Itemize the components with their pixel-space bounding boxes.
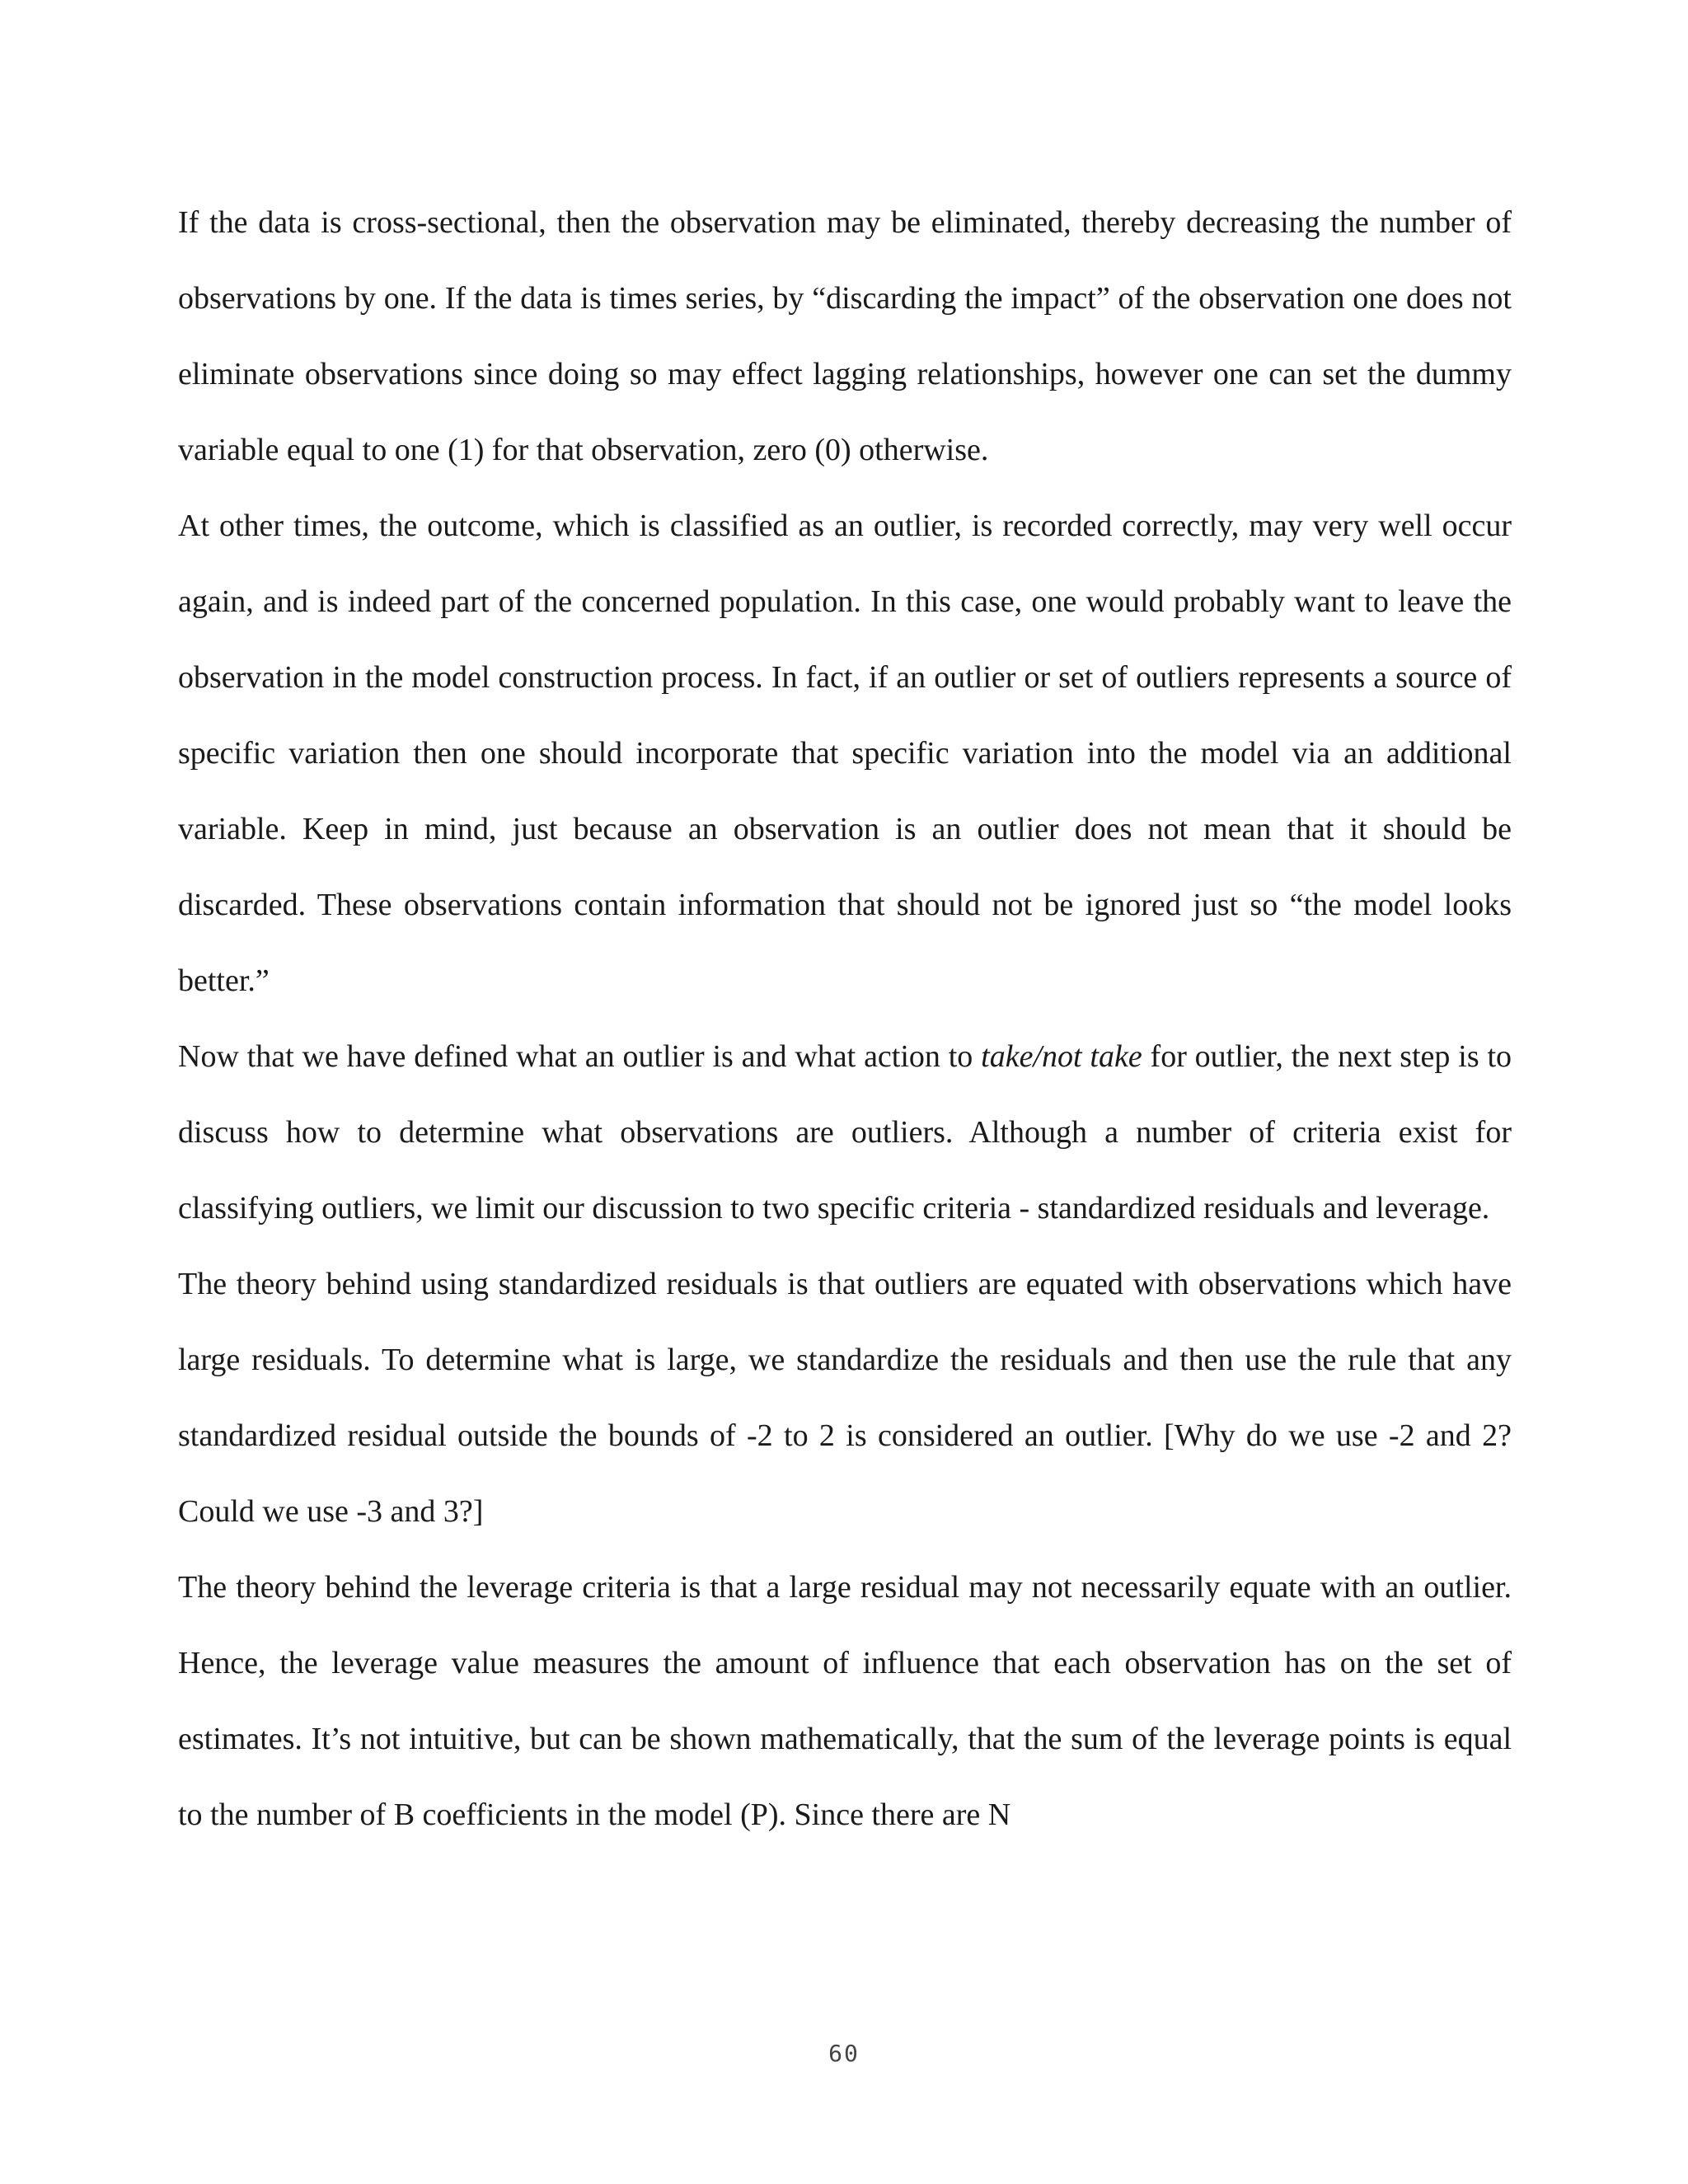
emphasis-take-not-take: take/not take <box>981 1039 1142 1074</box>
paragraph-determine-outliers <box>178 1019 1512 1246</box>
paragraph-leverage: The theory behind the leverage criteria is that a large residual may not necessarily equate with an outlier. Hence, the leverage value measures the amount of influence that each observation has on the set of estimates. It’s not intuitive, but can be shown mathematically, that the sum of the leverage points is equal to the number of B coefficients in the model (P). Since there are N <box>178 1570 1512 1832</box>
paragraph-cross-sectional: If the data is cross-sectional, then the observation may be eliminated, thereby decreasing the number of observations by one. If the data is times series, by “discarding the impact” of the observation one does not eliminate observations since doing so may effect lagging relationships, however one can set the dummy variable equal to one (1) for that observation, zero (0) otherwise. <box>178 205 1512 467</box>
paragraph-correct-outlier: At other times, the outcome, which is classified as an outlier, is recorded correctly, may very well occur again, and is indeed part of the concerned population. In this case, one would probably want to leave the observation in the model construction process. In fact, if an outlier or set of outliers represents a source of specific variation then one should incorporate that specific variation into the model via an additional variable. Keep in mind, just because an observation is an outlier does not mean that it should be discarded. These observations contain information that should not be ignored just so “the model looks better.” <box>178 509 1512 998</box>
paragraph-standardized-residuals: The theory behind using standardized residuals is that outliers are equated with observations which have large residuals. To determine what is large, we standardize the residuals and then use the rule that any standardized residual outside the bounds of -2 to 2 is considered an outlier. [Why do we use -2 and 2? Could we use -3 and 3?] <box>178 1267 1512 1529</box>
page-number: 60 <box>828 2040 860 2067</box>
paragraph-determine-outliers-start: Now that we have defined what an outlier is and what action to <box>178 1039 982 1074</box>
body-text <box>178 185 1512 1853</box>
paragraph-determine-outliers-end: for outlier, the next step is to discuss how to determine what observations are outliers. Although a number of criteria exist for classifying outliers, we limit our discussion to two specific criteria - standardized residuals and leverage. <box>178 1039 1512 1226</box>
